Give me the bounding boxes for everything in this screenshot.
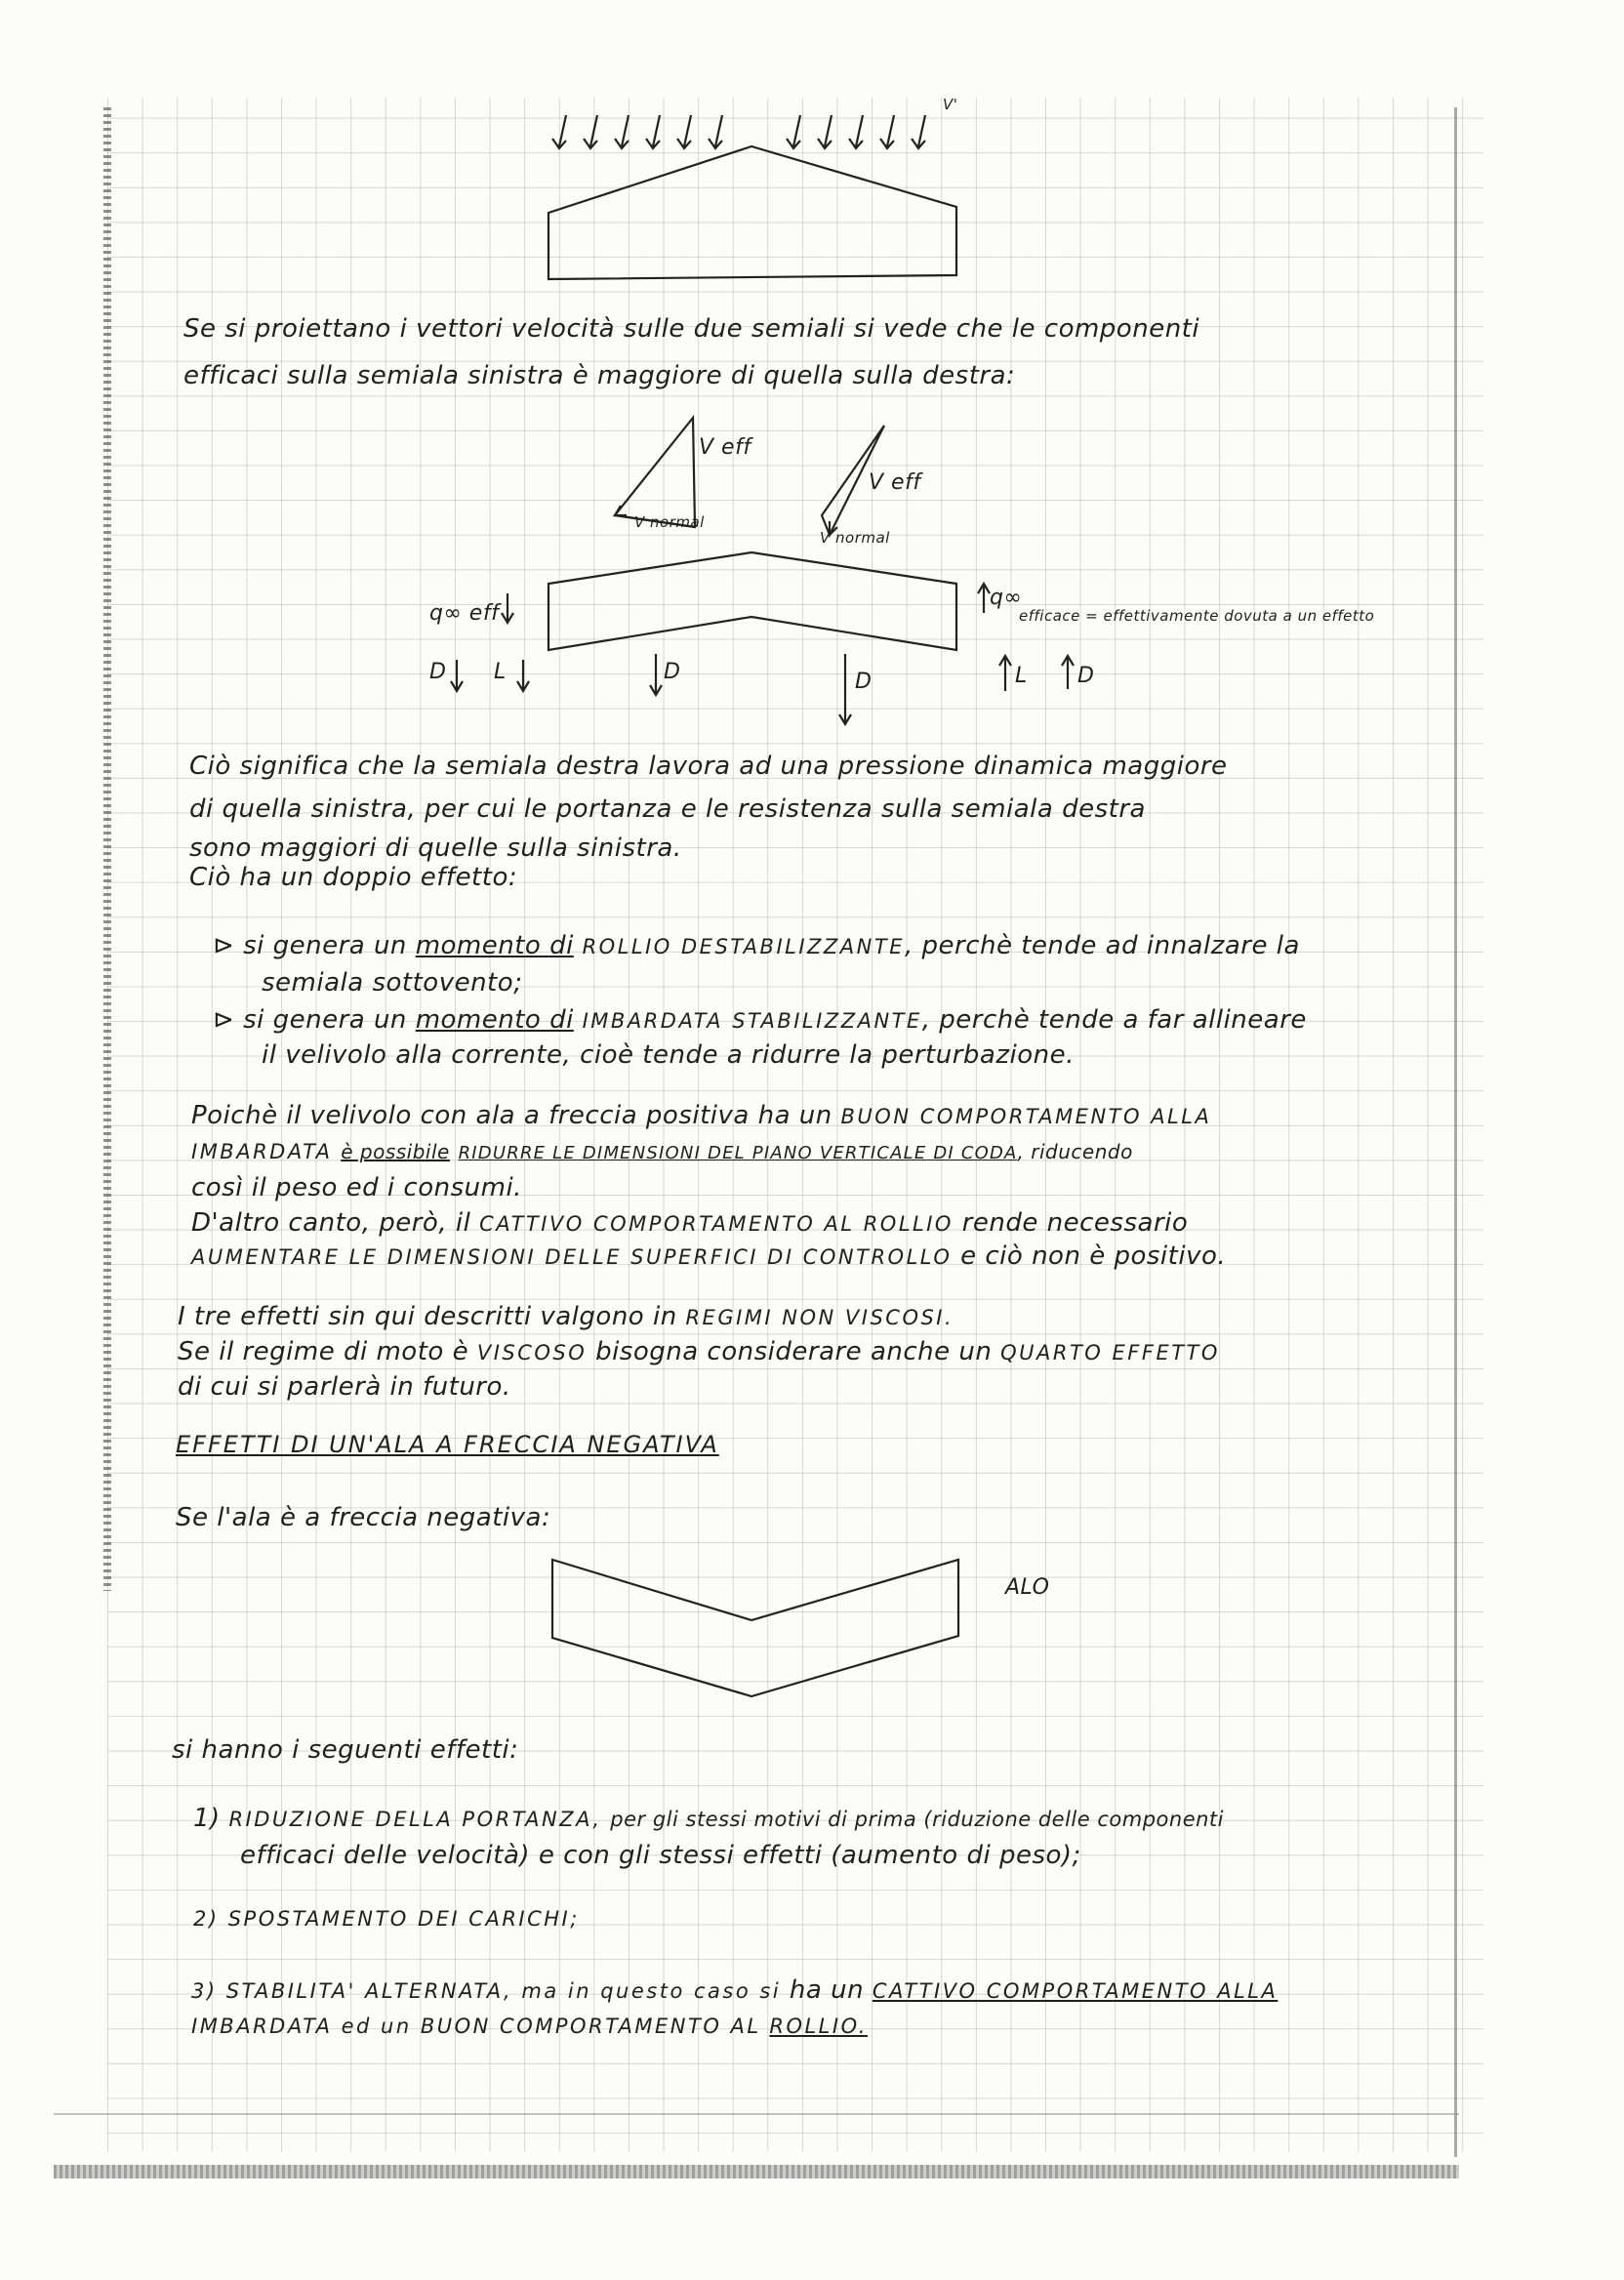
v-eff-right: V eff	[869, 470, 921, 495]
para1-line1: Se si proiettano i vettori velocità sulle due semiali si vede che le componenti	[183, 314, 1200, 344]
effect-2: 2) SPOSTAMENTO DEI CARICHI;	[193, 1907, 580, 1931]
l-left: L	[494, 660, 507, 684]
para2-line2: di quella sinistra, per cui le portanza e le resistenza sulla semiala destra	[189, 794, 1146, 824]
q-right-note: efficace = effettivamente dovuta a un effetto	[1019, 607, 1375, 625]
para3-line1: Poichè il velivolo con ala a freccia positiva ha un BUON COMPORTAMENTO ALLA	[191, 1101, 1212, 1130]
para3-line4: D'altro canto, però, il CATTIVO COMPORTAMENTO AL ROLLIO rende necessario	[191, 1208, 1189, 1238]
para2-line1: Ciò significa che la semiala destra lavora ad una pressione dinamica maggiore	[189, 752, 1228, 781]
section-intro: Se l'ala è a freccia negativa:	[176, 1503, 551, 1532]
effect-3-line1: 3) STABILITA' ALTERNATA, ma in questo caso si ha un CATTIVO COMPORTAMENTO ALLA	[191, 1975, 1279, 2005]
d-left-outer: D	[429, 660, 447, 684]
l-right: L	[1015, 664, 1028, 688]
section-heading: EFFETTI DI UN'ALA A FRECCIA NEGATIVA	[176, 1431, 719, 1458]
effect-1-line2: efficaci delle velocità) e con gli stessi effetti (aumento di peso);	[240, 1841, 1081, 1870]
v-normal-left: V normal	[634, 513, 705, 531]
para3-line5: AUMENTARE LE DIMENSIONI DELLE SUPERFICI DI CONTROLLO e ciò non è positivo.	[191, 1242, 1227, 1271]
para4-line1: I tre effetti sin qui descritti valgono in REGIMI NON VISCOSI.	[178, 1302, 954, 1331]
bullet-arrow-icon: ⊳	[213, 1005, 244, 1035]
q-left-label: q∞ eff	[429, 601, 500, 626]
d-right-inner: D	[855, 670, 873, 694]
d-right: D	[1077, 664, 1095, 688]
para1-line2: efficaci sulla semiala sinistra è maggiore di quella sulla destra:	[183, 361, 1016, 390]
bullet-2-line2: il velivolo alla corrente, cioè tende a ridurre la perturbazione.	[262, 1040, 1075, 1070]
wing-outline-3	[552, 1560, 958, 1696]
effect-1-line1: 1) RIDUZIONE DELLA PORTANZA, per gli stessi motivi di prima (riduzione delle componenti	[193, 1804, 1224, 1833]
effect-3-line2: IMBARDATA ed un BUON COMPORTAMENTO AL ROLLIO.	[191, 2015, 868, 2038]
bullet-1-line2: semiala sottovento;	[262, 968, 523, 998]
v-eff-left: V eff	[699, 435, 751, 460]
para3-line3: così il peso ed i consumi.	[191, 1173, 522, 1202]
para2-line3: sono maggiori di quelle sulla sinistra.	[189, 834, 682, 863]
arrow-label-v: V'	[943, 96, 958, 113]
effects-intro: si hanno i seguenti effetti:	[172, 1735, 519, 1765]
diagram3-label: ALO	[1005, 1575, 1050, 1600]
v-normal-right: V normal	[820, 529, 890, 547]
para3-line2: IMBARDATA è possibile RIDURRE LE DIMENSIONI DEL PIANO VERTICALE DI CODA, riducendo	[191, 1140, 1133, 1163]
bullet-2-line1: ⊳ si genera un momento di IMBARDATA STABILIZZANTE, perchè tende a far allineare	[213, 1005, 1307, 1035]
bullet-1-line1: ⊳ si genera un momento di ROLLIO DESTABILIZZANTE, perchè tende ad innalzare la	[213, 931, 1300, 960]
q-right-label: q∞	[990, 586, 1023, 610]
d-left-inner: D	[664, 660, 681, 684]
para4-line2: Se il regime di moto è VISCOSO bisogna considerare anche un QUARTO EFFETTO	[178, 1337, 1220, 1366]
para2-line4: Ciò ha un doppio effetto:	[189, 863, 518, 892]
para4-line3: di cui si parlerà in futuro.	[178, 1372, 511, 1402]
bullet-arrow-icon: ⊳	[213, 931, 244, 960]
